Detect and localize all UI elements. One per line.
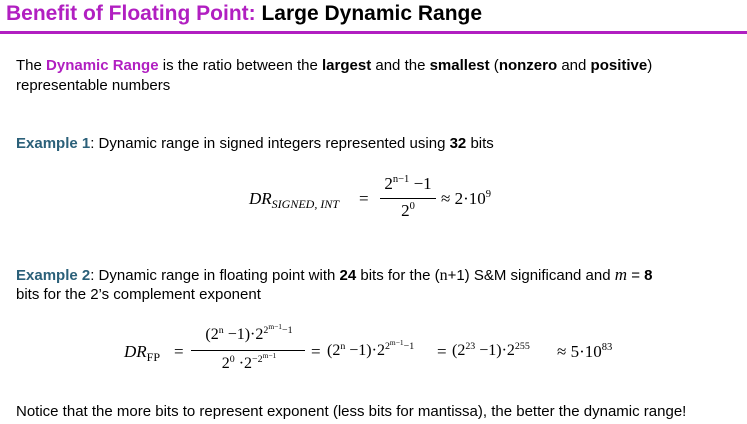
eq2-numeric-expression: $(2^{23} -1)\cdot 2^{255}$ bbox=[452, 340, 530, 359]
eq2-numerator: $(2^n -1)\cdot 2^{2^{m-1}-1}$ bbox=[205, 321, 293, 343]
eq1-numerator: $2^{n-1} -1$ bbox=[384, 174, 432, 193]
eq2-middle-expression: $(2^n -1)\cdot 2^{2^{m-1}-1}$ bbox=[327, 337, 415, 359]
example-2-line-2: bits for the 2’s complement exponent bbox=[16, 286, 261, 303]
eq2-lhs: $DR_{FP}$ bbox=[124, 342, 161, 365]
eq1-denominator: $2^0$ bbox=[401, 201, 415, 220]
eq2-approx: ≈ $5\cdot 10^{83}$ bbox=[557, 342, 613, 361]
example-2-line-1: Example 2: Dynamic range in floating point with 24 bits for the (n+1) S&M significand and m = 8 bbox=[16, 265, 653, 284]
eq2-denominator: $2^0 \cdot 2^{-2^{m-1}}$ bbox=[221, 350, 277, 372]
slide-title bbox=[6, 2, 482, 26]
eq2-equals-3: = bbox=[437, 342, 447, 361]
eq1-lhs: $DR_{SIGNED, INT}$ bbox=[249, 189, 340, 212]
eq1-approx: ≈ $2\cdot 10^9$ bbox=[441, 189, 492, 208]
notice-text: Notice that the more bits to represent exponent (less bits for mantissa), the better the dynamic range! bbox=[16, 403, 687, 420]
example-1-label: Example 1 bbox=[16, 135, 91, 152]
example-2-label: Example 2 bbox=[16, 267, 91, 284]
definition-line-2: representable numbers bbox=[16, 77, 171, 94]
keyword-largest: largest bbox=[322, 57, 372, 74]
definition-line-1: The Dynamic Range is the ratio between the largest and the smallest (nonzero and positive) bbox=[16, 57, 653, 74]
title-part-2: Large Dynamic Range bbox=[261, 2, 483, 25]
title-divider bbox=[0, 31, 747, 34]
eq1-equals: = bbox=[359, 189, 369, 208]
eq2-fraction-bar bbox=[191, 350, 305, 351]
keyword-nonzero: nonzero bbox=[498, 57, 558, 74]
eq2-equals-1: = bbox=[174, 342, 184, 361]
example-1-text: Example 1: Dynamic range in signed integers represented using 32 bits bbox=[16, 135, 494, 152]
eq2-equals-2: = bbox=[311, 342, 321, 361]
keyword-dynamic-range: Dynamic Range bbox=[46, 57, 159, 74]
keyword-positive: positive bbox=[590, 57, 648, 74]
eq1-fraction-bar bbox=[380, 198, 436, 199]
keyword-smallest: smallest bbox=[429, 57, 490, 74]
title-part-1: Benefit of Floating Point: bbox=[6, 2, 256, 25]
